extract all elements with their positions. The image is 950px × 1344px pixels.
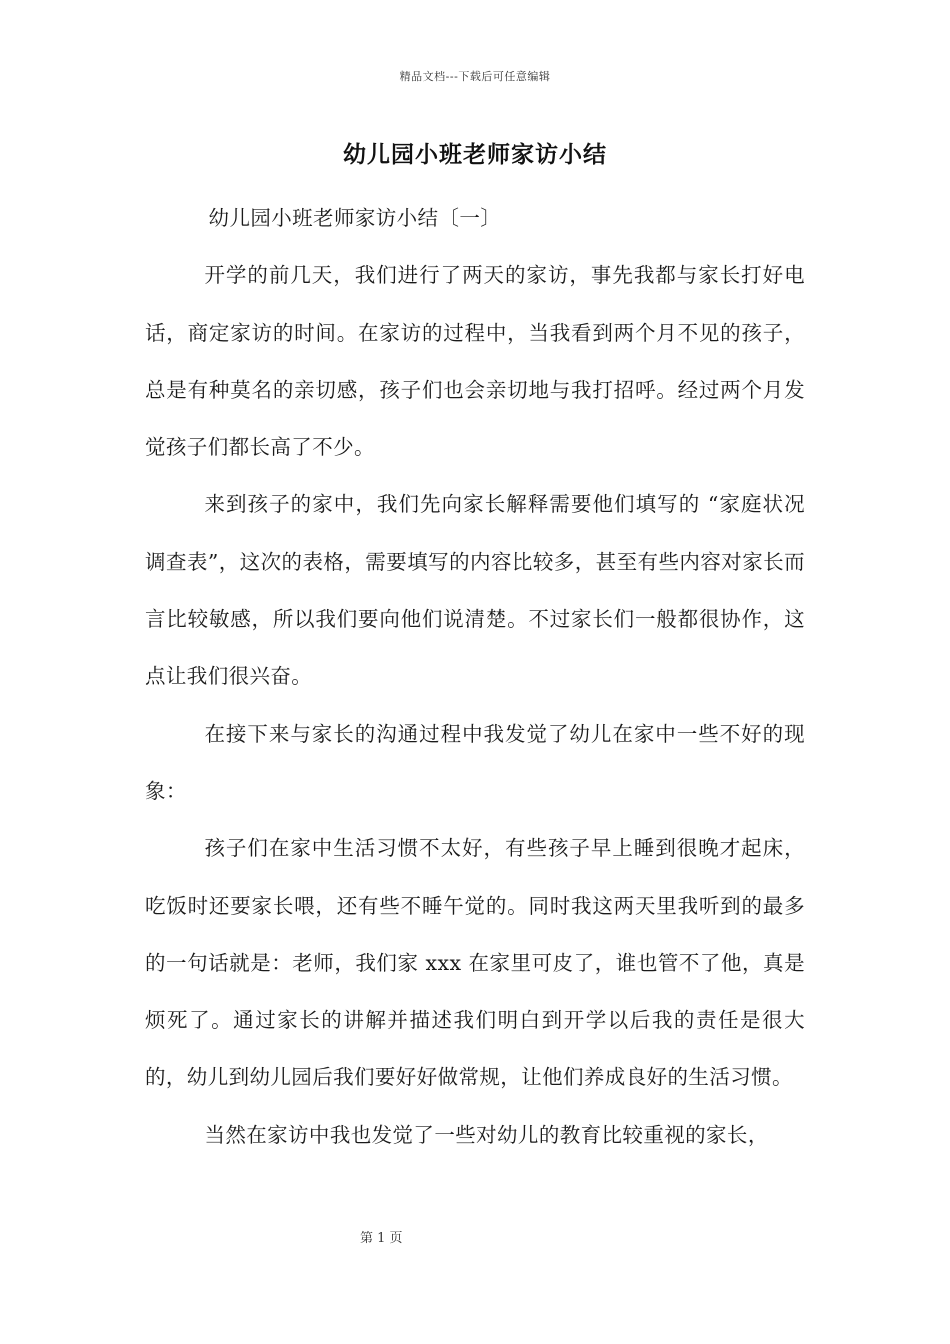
paragraph: 来到孩子的家中，我们先向家长解释需要他们填写的 “家庭状况调查表”，这次的表格，需要填写的内容比较多，甚至有些内容对家长而言比较敏感，所以我们要向他们说清楚。不过家长们一般都很协作，这点让我们很兴奋。	[145, 492, 805, 689]
document-body	[145, 190, 805, 1164]
paragraph: 当然在家访中我也发觉了一些对幼儿的教育比较重视的家长，	[204, 1122, 769, 1147]
section-subtitle: 幼儿园小班老师家访小结〔一〕	[208, 206, 502, 230]
paragraph: 开学的前几天，我们进行了两天的家访，事先我都与家长打好电话，商定家访的时间。在家访的过程中，当我看到两个月不见的孩子，总是有种莫名的亲切感，孩子们也会亲切地与我打招呼。经过两个月发觉孩子们都长高了不少。	[145, 263, 805, 460]
header-note: 精品文档---下载后可任意编辑	[399, 70, 551, 83]
paragraph: 在接下来与家长的沟通过程中我发觉了幼儿在家中一些不好的现象：	[145, 721, 805, 803]
page-number: 第 1 页	[360, 1231, 403, 1246]
document-title: 幼儿园小班老师家访小结	[343, 141, 607, 168]
paragraph: 孩子们在家中生活习惯不太好，有些孩子早上睡到很晚才起床，吃饭时还要家长喂，还有些不睡午觉的。同时我这两天里我听到的最多的一句话就是：老师，我们家 xxx 在家里可皮了，谁也管不了他，真是烦死了。通过家长的讲解并描述我们明白到开学以后我的责任是很大的，幼儿到幼儿园后我们要好好做常规，让他们养成良好的生活习惯。	[145, 836, 805, 1090]
